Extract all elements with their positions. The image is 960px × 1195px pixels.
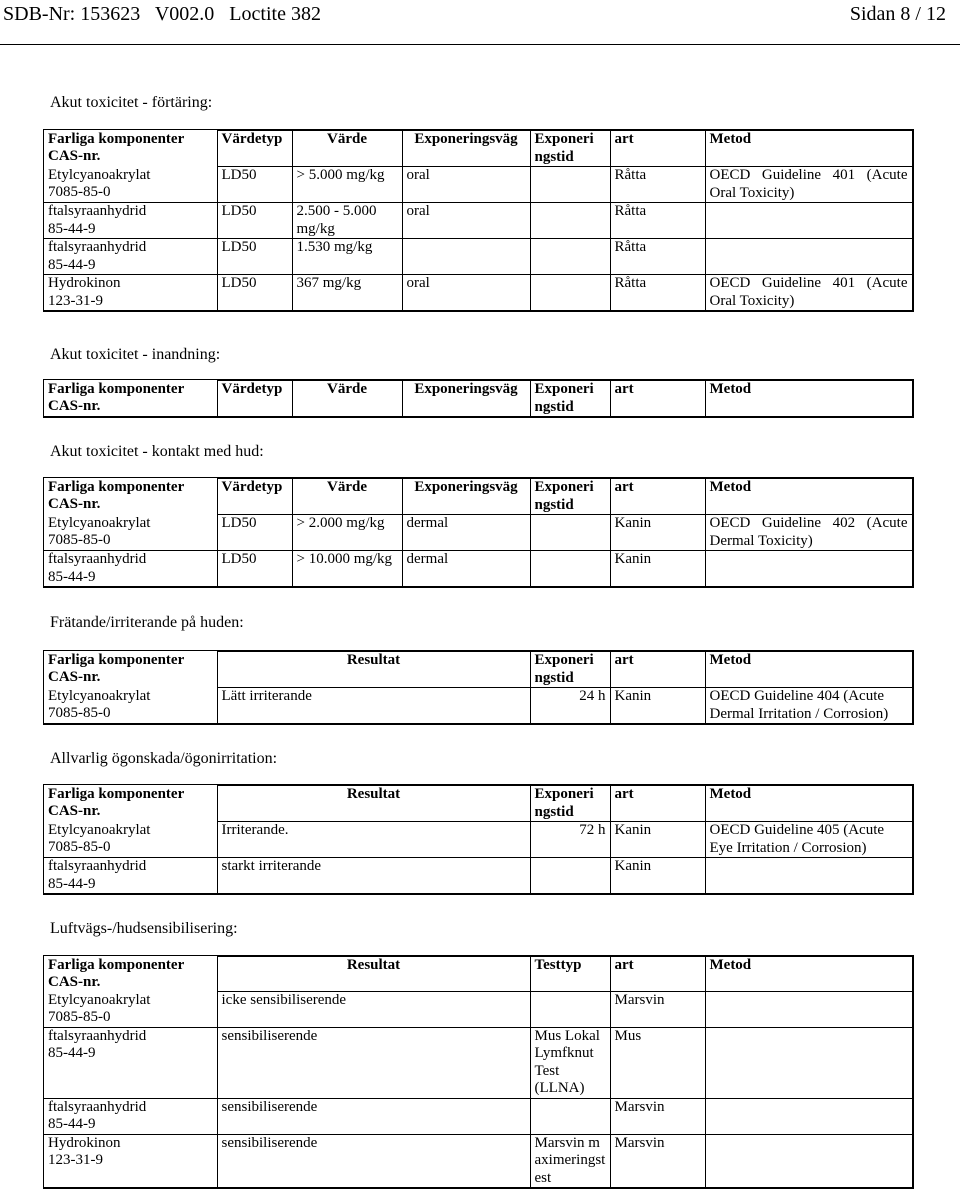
col-cas: CAS-nr. [48,496,101,512]
exposure-time: 72 h [530,822,610,858]
result: starkt irriterande [217,858,530,894]
cas-number: 85-44-9 [48,568,96,585]
table-header [44,381,912,417]
component-name: Etylcyanoakrylat [48,687,151,704]
table-row [44,167,912,203]
col-cas: CAS-nr. [48,398,101,414]
table-row [44,992,912,1028]
component-name: ftalsyraanhydrid [48,239,147,255]
method [705,239,912,275]
method [705,858,912,894]
exposure-time [530,239,610,275]
col-cas: CAS-nr. [48,974,101,990]
component-name: Hydrokinon [48,275,121,291]
component-name: Etylcyanoakrylat [48,514,151,531]
col-metod: Metod [705,381,912,417]
col-expvag: Exponeringsväg [402,381,530,417]
method: OECD Guideline 405 (Acute Eye Irritation / Corrosion) [705,822,912,858]
result: sensibiliserende [217,1027,530,1098]
exposure-time [530,515,610,551]
species: Kanin [610,515,705,551]
species: Råtta [610,167,705,203]
col-exptid-2: ngstid [534,669,574,686]
col-art: art [610,957,705,992]
table-inhalation [44,380,913,417]
value-type: LD50 [217,275,292,311]
col-exptid: Exponeri [534,786,594,802]
test-type [530,992,610,1028]
table-row [44,1027,912,1098]
exposure-time [530,203,610,239]
value-type: LD50 [217,515,292,551]
col-varde: Värde [292,479,402,515]
component-name: Etylcyanoakrylat [48,166,151,183]
result: sensibiliserende [217,1134,530,1188]
component-name: Etylcyanoakrylat [48,991,151,1008]
col-metod: Metod [705,957,912,992]
exposure-time: 24 h [530,688,610,724]
exposure-route: dermal [402,515,530,551]
method [705,1027,912,1098]
value: 367 mg/kg [292,275,402,311]
col-exptid: Exponeri [534,381,594,397]
test-type: Marsvin maximeringstest [530,1134,610,1188]
table-row [44,1134,912,1188]
table-header [44,131,912,167]
col-cas: CAS-nr. [48,669,101,685]
method: OECD Guideline 404 (Acute Dermal Irritation / Corrosion) [705,688,912,724]
col-comp: Farliga komponenter [48,130,185,147]
col-resultat: Resultat [217,652,530,688]
col-exptid-2: ngstid [534,803,574,820]
table-row [44,1098,912,1134]
col-cas: CAS-nr. [48,148,101,164]
cas-number: 7085-85-0 [48,532,111,548]
col-metod: Metod [705,786,912,822]
page-number: Sidan 8 / 12 [849,3,946,25]
cas-number: 85-44-9 [48,1045,96,1061]
table-header [44,957,912,992]
species: Marsvin [610,1098,705,1134]
table-sensitisation [44,956,913,1188]
col-testtyp: Testtyp [530,957,610,992]
col-metod: Metod [705,131,912,167]
exposure-route: dermal [402,551,530,587]
col-art: art [610,786,705,822]
exposure-route [402,239,530,275]
exposure-route: oral [402,203,530,239]
document-id: SDB-Nr: 153623 V002.0 Loctite 382 [3,3,321,25]
species: Kanin [610,688,705,724]
col-varde: Värde [292,131,402,167]
col-vardetyp: Värdetyp [217,381,292,417]
col-resultat: Resultat [217,786,530,822]
col-expvag: Exponeringsväg [402,479,530,515]
table-row [44,822,912,858]
cas-number: 7085-85-0 [48,1009,111,1025]
col-metod: Metod [705,479,912,515]
col-metod: Metod [705,652,912,688]
col-vardetyp: Värdetyp [217,479,292,515]
exposure-time [530,275,610,311]
col-exptid: Exponeri [534,479,594,495]
col-comp: Farliga komponenter [48,785,185,802]
method [705,1098,912,1134]
component-name: ftalsyraanhydrid [48,1098,147,1115]
species: Råtta [610,203,705,239]
value: > 5.000 mg/kg [292,167,402,203]
result: Lätt irriterande [217,688,530,724]
value-type: LD50 [217,239,292,275]
component-name: ftalsyraanhydrid [48,858,147,874]
col-art: art [610,381,705,417]
result: Irriterande. [217,822,530,858]
table-row [44,515,912,551]
col-expvag: Exponeringsväg [402,131,530,167]
table-row [44,275,912,311]
result: sensibiliserende [217,1098,530,1134]
table-header [44,652,912,688]
page-header [0,0,960,26]
component-name: ftalsyraanhydrid [48,551,147,567]
cas-number: 123-31-9 [48,1152,103,1168]
value: 1.530 mg/kg [292,239,402,275]
col-art: art [610,131,705,167]
col-vardetyp: Värdetyp [217,131,292,167]
col-resultat: Resultat [217,957,530,992]
method: OECD Guideline 402 (Acute Dermal Toxicity) [705,515,912,551]
value: 2.500 - 5.000 mg/kg [292,203,402,239]
exposure-time [530,551,610,587]
cas-number: 85-44-9 [48,875,96,892]
section-title-oral: Akut toxicitet - förtäring: [50,94,213,111]
col-art: art [610,479,705,515]
table-row [44,858,912,894]
method: OECD Guideline 401 (Acute Oral Toxicity) [705,167,912,203]
species: Råtta [610,275,705,311]
col-varde: Värde [292,381,402,417]
section-title-inhalation: Akut toxicitet - inandning: [50,346,221,363]
col-art: art [610,652,705,688]
table-header [44,786,912,822]
cas-number: 7085-85-0 [48,839,111,855]
section-title-skin: Frätande/irriterande på huden: [50,614,244,631]
value-type: LD50 [217,167,292,203]
col-comp: Farliga komponenter [48,478,185,495]
cas-number: 123-31-9 [48,292,103,309]
col-cas: CAS-nr. [48,803,101,819]
value-type: LD50 [217,551,292,587]
col-exptid-2: ngstid [534,496,574,513]
header-divider [0,44,960,45]
cas-number: 7085-85-0 [48,184,111,200]
table-row [44,203,912,239]
table-row [44,688,912,724]
table-eye [44,785,913,894]
cas-number: 85-44-9 [48,220,96,237]
cas-number: 85-44-9 [48,256,96,273]
col-comp: Farliga komponenter [48,651,185,668]
test-type: Mus Lokal Lymfknut Test (LLNA) [530,1027,610,1098]
method [705,1134,912,1188]
method [705,203,912,239]
species: Råtta [610,239,705,275]
table-dermal [44,478,913,587]
section-title-sensitisation: Luftvägs-/hudsensibilisering: [50,920,238,937]
col-exptid-2: ngstid [534,148,574,165]
species: Kanin [610,822,705,858]
col-exptid: Exponeri [534,652,594,668]
exposure-time [530,167,610,203]
method: OECD Guideline 401 (Acute Oral Toxicity) [705,275,912,311]
value: > 2.000 mg/kg [292,515,402,551]
component-name: Hydrokinon [48,1134,121,1151]
method [705,992,912,1028]
component-name: ftalsyraanhydrid [48,203,147,219]
cas-number: 7085-85-0 [48,705,111,721]
species: Marsvin [610,1134,705,1188]
value: > 10.000 mg/kg [292,551,402,587]
col-comp: Farliga komponenter [48,380,185,397]
table-oral [44,130,913,311]
result: icke sensibiliserende [217,992,530,1028]
species: Marsvin [610,992,705,1028]
table-header [44,479,912,515]
col-comp: Farliga komponenter [48,956,185,973]
col-exptid-2: ngstid [534,398,574,415]
section-title-eye: Allvarlig ögonskada/ögonirritation: [50,750,278,767]
col-exptid: Exponeri [534,131,594,147]
species: Kanin [610,858,705,894]
cas-number: 85-44-9 [48,1116,96,1132]
species: Kanin [610,551,705,587]
section-title-dermal: Akut toxicitet - kontakt med hud: [50,443,264,460]
method [705,551,912,587]
exposure-route: oral [402,167,530,203]
component-name: Etylcyanoakrylat [48,821,151,838]
component-name: ftalsyraanhydrid [48,1027,147,1044]
exposure-route: oral [402,275,530,311]
value-type: LD50 [217,203,292,239]
table-row [44,551,912,587]
test-type [530,1098,610,1134]
table-row [44,239,912,275]
table-skin [44,651,913,724]
species: Mus [610,1027,705,1098]
exposure-time [530,858,610,894]
